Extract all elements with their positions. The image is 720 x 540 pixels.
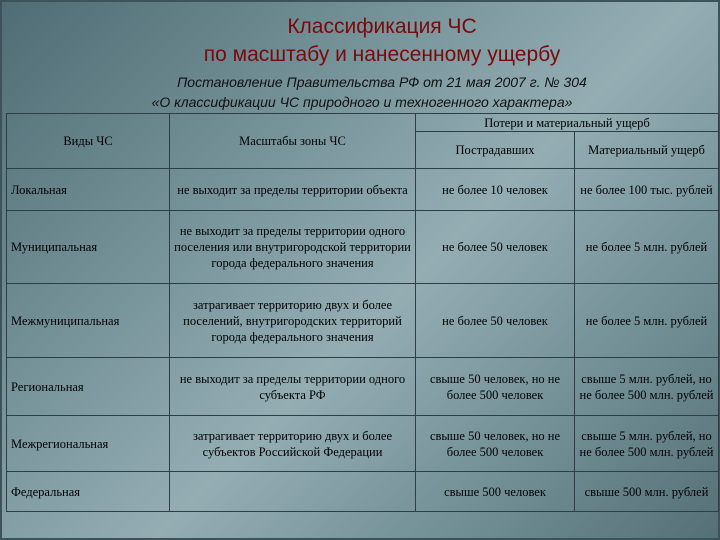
cell-type: Муниципальная — [7, 211, 170, 284]
cell-victims: свыше 50 человек, но не более 500 человек — [416, 358, 575, 416]
cell-scale: не выходит за пределы территории одного субъекта РФ — [170, 358, 416, 416]
cell-type: Региональная — [7, 358, 170, 416]
table-row — [7, 211, 719, 284]
header-losses: Потери и материальный ущерб — [416, 114, 719, 132]
subtitle-line2: «О классификации ЧС природного и техногенного характера» — [151, 94, 573, 110]
cell-victims: не более 10 человек — [416, 169, 575, 211]
cell-damage: свыше 5 млн. рублей, но не более 500 млн. рублей — [575, 358, 719, 416]
cell-type: Межмуниципальная — [7, 284, 170, 358]
cell-type: Межрегиональная — [7, 416, 170, 472]
cell-victims: не более 50 человек — [416, 284, 575, 358]
cell-damage: свыше 5 млн. рублей, но не более 500 млн. рублей — [575, 416, 719, 472]
cell-damage: не более 5 млн. рублей — [575, 284, 719, 358]
header-types: Виды ЧС — [7, 114, 170, 169]
slide-title-line1: Классификация ЧС — [287, 15, 477, 38]
table-row — [7, 472, 719, 512]
table-row — [7, 416, 719, 472]
table-row — [7, 284, 719, 358]
table-row — [7, 169, 719, 211]
header-scale: Масштабы зоны ЧС — [170, 114, 416, 169]
cell-type: Федеральная — [7, 472, 170, 512]
table-row — [7, 358, 719, 416]
cell-damage: не более 100 тыс. рублей — [575, 169, 719, 211]
cell-scale: затрагивает территорию двух и более субъектов Российской Федерации — [170, 416, 416, 472]
cell-victims: свыше 500 человек — [416, 472, 575, 512]
header-material: Материальный ущерб — [575, 132, 719, 169]
cell-scale: не выходит за пределы территории одного поселения или внутригородской территории города федерального значения — [170, 211, 416, 284]
cell-victims: не более 50 человек — [416, 211, 575, 284]
cell-scale: не выходит за пределы территории объекта — [170, 169, 416, 211]
classification-table — [6, 113, 719, 512]
cell-damage: не более 5 млн. рублей — [575, 211, 719, 284]
subtitle-line1: Постановление Правительства РФ от 21 мая 2007 г. № 304 — [177, 74, 587, 90]
cell-victims: свыше 50 человек, но не более 500 человек — [416, 416, 575, 472]
cell-scale: затрагивает территорию двух и более поселений, внутригородских территорий города федерального значения — [170, 284, 416, 358]
cell-type: Локальная — [7, 169, 170, 211]
cell-damage: свыше 500 млн. рублей — [575, 472, 719, 512]
cell-scale — [170, 472, 416, 512]
slide-title-line2: по масштабу и нанесенному ущербу — [203, 43, 561, 66]
header-victims: Пострадавших — [416, 132, 575, 169]
